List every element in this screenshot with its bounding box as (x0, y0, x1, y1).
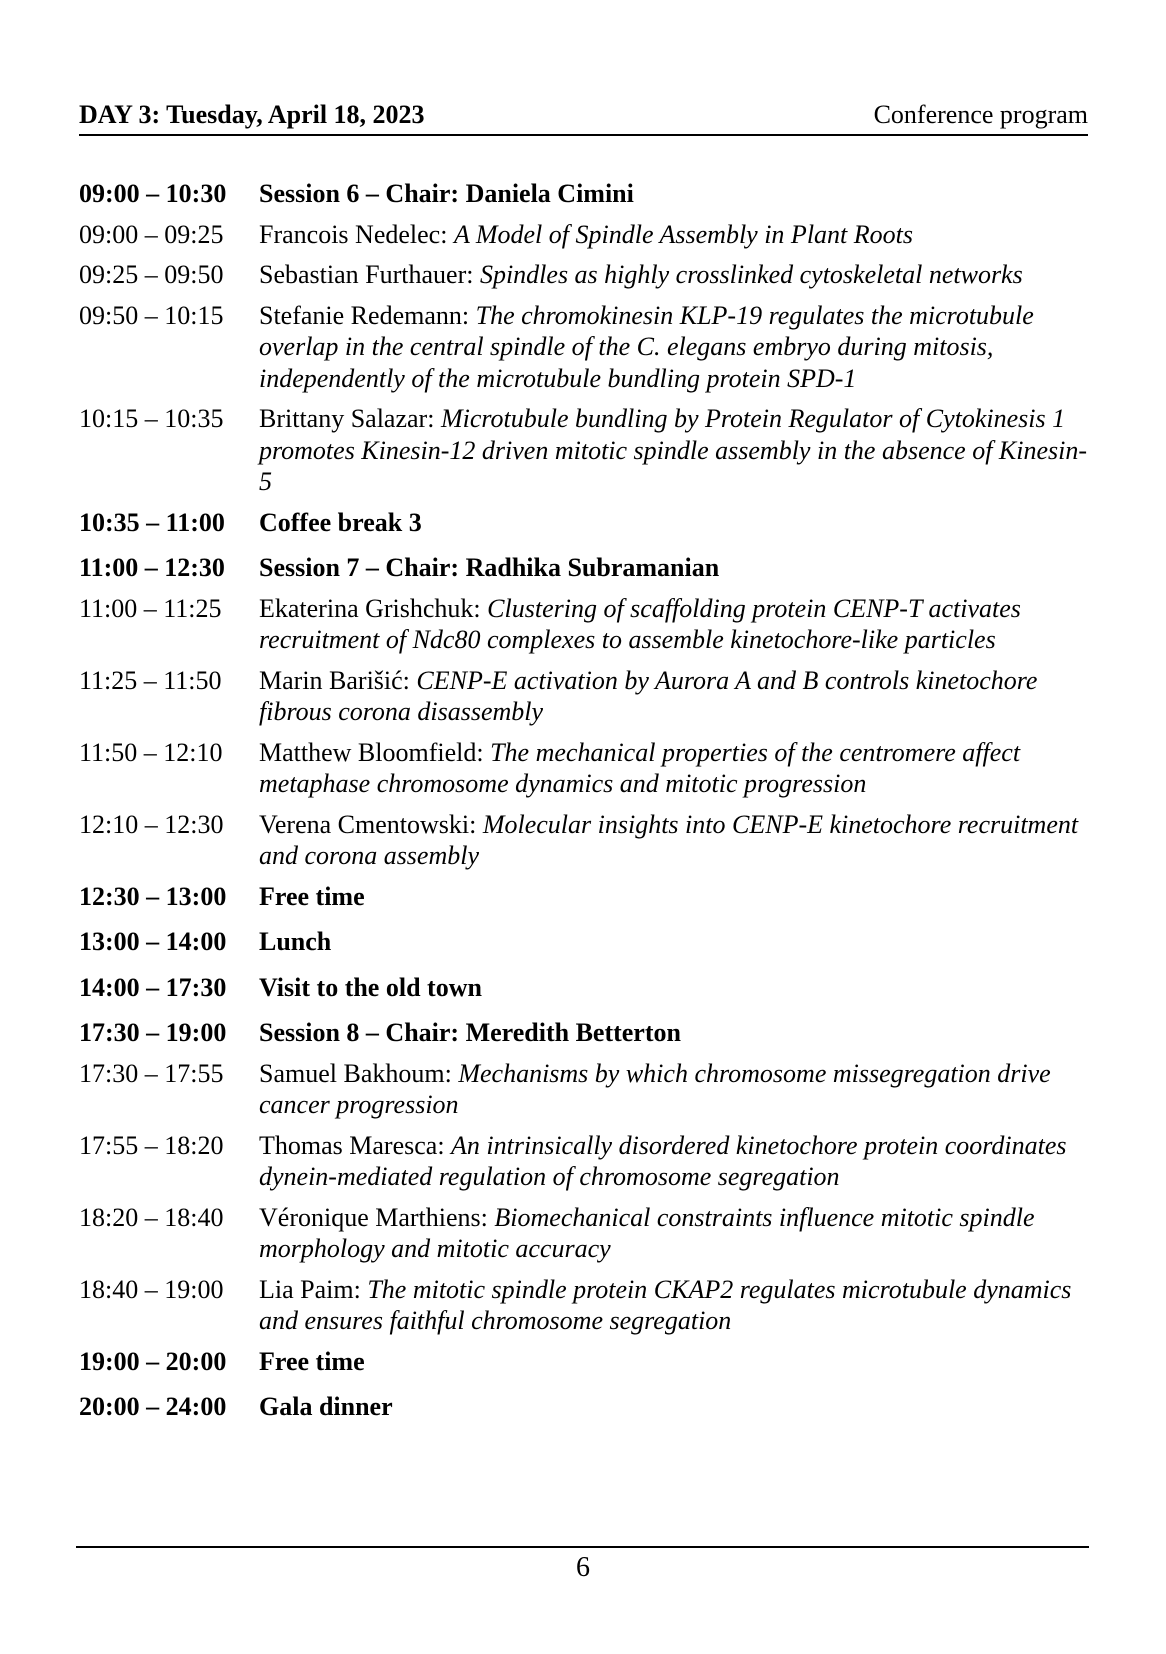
speaker-name: Matthew Bloomfield: (259, 737, 491, 767)
block-title: Coffee break 3 (259, 507, 422, 537)
time-slot: 18:20 – 18:40 (79, 1202, 224, 1232)
talk-details (259, 1274, 1088, 1337)
document-label: Conference program (873, 100, 1088, 129)
talk-entry (79, 403, 1088, 498)
block-title: Session 7 – Chair: Radhika Subramanian (259, 553, 720, 582)
speaker-name: Véronique Marthiens: (259, 1202, 495, 1232)
speaker-name: Marin Barišić: (259, 665, 417, 695)
talk-details (259, 300, 1088, 395)
talk-title: Microtubule bundling by Protein Regulator of Cytokinesis 1 promotes Kinesin-12 driven mitotic spindle assembly in the absence of Kinesin-5 (259, 404, 1088, 496)
block-title: Free time (259, 881, 365, 911)
talk-title: Spindles as highly crosslinked cytoskeletal networks (479, 260, 1023, 289)
schedule-block (79, 552, 1088, 584)
time-slot: 10:35 – 11:00 (79, 507, 225, 537)
time-slot: 18:40 – 19:00 (79, 1274, 224, 1304)
talk-details (259, 737, 1088, 800)
time-slot: 12:30 – 13:00 (79, 881, 227, 911)
talk-title: The mitotic spindle protein CKAP2 regulates microtubule dynamics and ensures faithful chromosome segregation (259, 1274, 1072, 1335)
speaker-name: Francois Nedelec: (259, 219, 454, 249)
talk-entry (79, 593, 1088, 656)
time-slot: 17:30 – 19:00 (79, 1018, 227, 1047)
talk-details (259, 665, 1088, 728)
talk-title: An intrinsically disordered kinetochore protein coordinates dynein-mediated regulation of chromosome segregation (259, 1130, 1067, 1191)
time-slot: 09:00 – 09:25 (79, 219, 224, 249)
talk-details (259, 403, 1088, 498)
talk-details (259, 219, 1088, 251)
time-slot: 19:00 – 20:00 (79, 1346, 227, 1376)
speaker-name: Lia Paim: (259, 1274, 368, 1304)
talk-entry (79, 1130, 1088, 1193)
talk-details (259, 593, 1088, 656)
block-title: Free time (259, 1346, 365, 1376)
page-header (79, 96, 1088, 136)
schedule-block (79, 1017, 1088, 1049)
talk-title: Clustering of scaffolding protein CENP-T activates recruitment of Ndc80 complexes to assemble kinetochore-like particles (259, 593, 1021, 654)
block-title: Gala dinner (259, 1392, 393, 1421)
time-slot: 11:25 – 11:50 (79, 665, 222, 695)
block-title: Session 6 – Chair: Daniela Cimini (259, 179, 634, 208)
time-slot: 20:00 – 24:00 (79, 1392, 227, 1421)
time-slot: 17:30 – 17:55 (79, 1058, 224, 1088)
talk-entry (79, 665, 1088, 728)
talk-entry (79, 1058, 1088, 1121)
time-slot: 13:00 – 14:00 (79, 927, 227, 956)
talk-title: Mechanisms by which chromosome missegregation drive cancer progression (259, 1058, 1051, 1119)
talk-title: CENP-E activation by Aurora A and B controls kinetochore fibrous corona disassembly (259, 665, 1038, 726)
speaker-name: Sebastian Furthauer: (259, 260, 480, 289)
speaker-name: Stefanie Redemann: (259, 300, 476, 330)
talk-details (259, 1058, 1088, 1121)
time-slot: 09:00 – 10:30 (79, 179, 227, 208)
talk-details (259, 809, 1088, 872)
talk-details (259, 1130, 1088, 1193)
speaker-name: Thomas Maresca: (259, 1130, 452, 1160)
schedule-block (79, 507, 1088, 539)
day-heading: DAY 3: Tuesday, April 18, 2023 (79, 100, 425, 129)
talk-entry (79, 1274, 1088, 1337)
schedule-block (79, 1391, 1088, 1423)
talk-title: The chromokinesin KLP-19 regulates the microtubule overlap in the central spindle of the C. elegans embryo during mitosis, independently of the microtubule bundling protein SPD-1 (259, 300, 1034, 393)
block-title: Lunch (259, 927, 332, 956)
talk-title: The mechanical properties of the centromere affect metaphase chromosome dynamics and mitotic progression (259, 737, 1021, 798)
time-slot: 09:25 – 09:50 (79, 260, 224, 289)
time-slot: 17:55 – 18:20 (79, 1130, 224, 1160)
time-slot: 12:10 – 12:30 (79, 809, 224, 839)
talk-title: Biomechanical constraints influence mitotic spindle morphology and mitotic accuracy (259, 1202, 1035, 1263)
schedule-block (79, 178, 1088, 210)
time-slot: 11:00 – 12:30 (79, 553, 225, 582)
block-title: Visit to the old town (259, 972, 482, 1002)
talk-entry (79, 259, 1088, 291)
time-slot: 11:00 – 11:25 (79, 593, 222, 623)
page-number: 6 (576, 1552, 590, 1583)
talk-title: A Model of Spindle Assembly in Plant Roots (453, 219, 913, 249)
talk-entry (79, 1202, 1088, 1265)
talk-details (259, 259, 1088, 291)
speaker-name: Ekaterina Grishchuk: (259, 593, 488, 623)
time-slot: 09:50 – 10:15 (79, 300, 224, 330)
schedule-block (79, 881, 1088, 913)
talk-entry (79, 737, 1088, 800)
speaker-name: Verena Cmentowski: (259, 809, 483, 839)
time-slot: 10:15 – 10:35 (79, 404, 224, 433)
speaker-name: Samuel Bakhoum: (259, 1058, 459, 1088)
block-title: Session 8 – Chair: Meredith Betterton (259, 1018, 681, 1047)
talk-entry (79, 809, 1088, 872)
talk-entry (79, 300, 1088, 395)
footer-divider (76, 1546, 1089, 1548)
schedule-block (79, 972, 1088, 1004)
speaker-name: Brittany Salazar: (259, 404, 441, 433)
talk-details (259, 1202, 1088, 1265)
time-slot: 14:00 – 17:30 (79, 972, 227, 1002)
program-schedule (79, 178, 1088, 1437)
time-slot: 11:50 – 12:10 (79, 737, 223, 767)
schedule-block (79, 1346, 1088, 1378)
talk-title: Molecular insights into CENP-E kinetochore recruitment and corona assembly (259, 809, 1079, 870)
talk-entry (79, 219, 1088, 251)
schedule-block (79, 926, 1088, 958)
